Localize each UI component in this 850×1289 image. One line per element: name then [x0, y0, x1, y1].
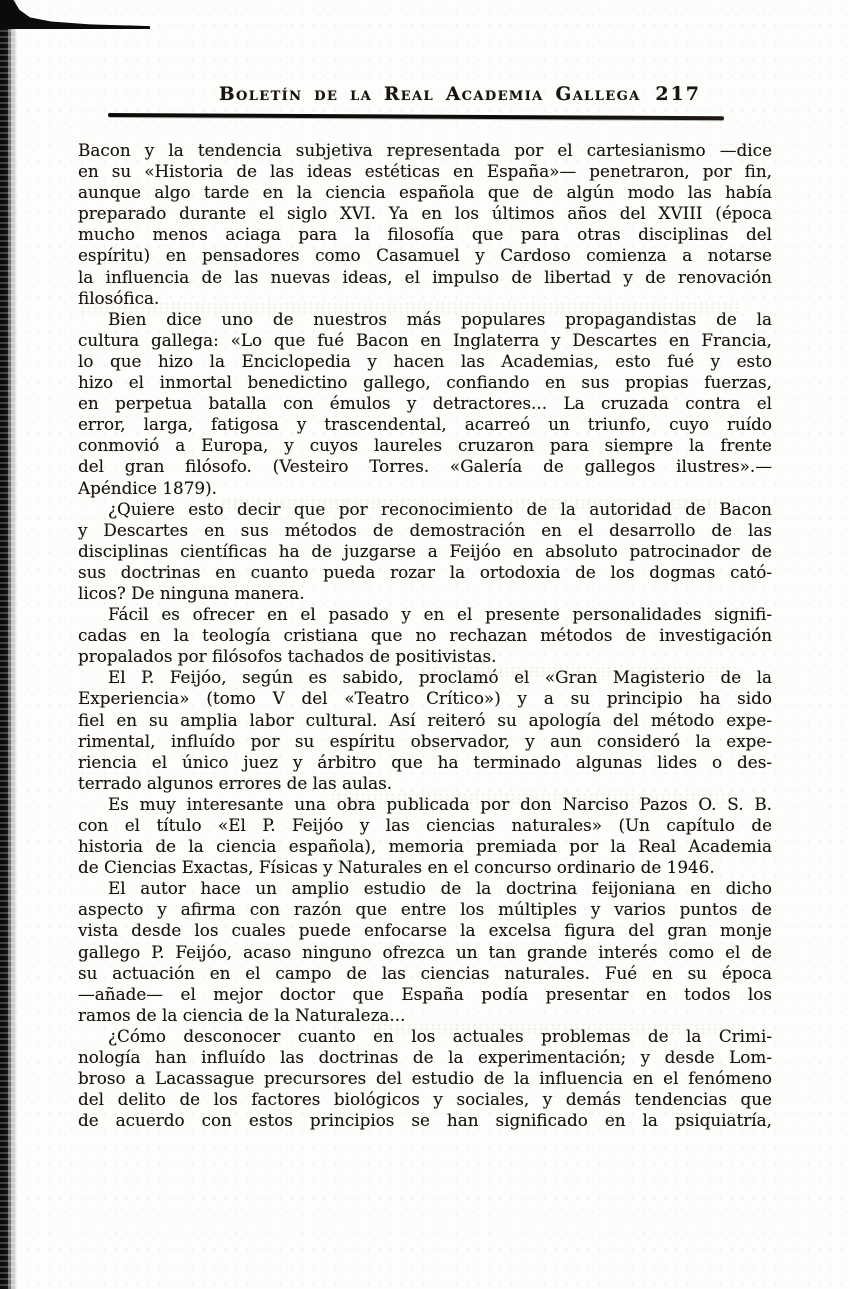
text-line: rimental, influído por su espíritu observador, y aun consideró la expe- — [78, 730, 772, 751]
text-line: fiel en su amplia labor cultural. Así reiteró su apología del método expe- — [78, 709, 772, 730]
page-header — [219, 83, 701, 105]
text-line: Bacon y la tendencia subjetiva representada por el cartesianismo —dice — [78, 140, 772, 160]
scan-corner-artifact — [0, 0, 150, 29]
text-line: terrado algunos errores de las aulas. — [78, 772, 393, 793]
paragraph — [78, 499, 772, 604]
page-number: 217 — [655, 83, 701, 105]
text-line: lo que hizo la Enciclopedia y hacen las Academias, esto fué y esto — [78, 350, 772, 371]
text-line: licos? De ninguna manera. — [78, 582, 305, 603]
text-line: Fácil es ofrecer en el pasado y en el presente personalidades signifi- — [108, 604, 772, 625]
text-line: ramos de la ciencia de la Naturaleza... — [78, 1004, 406, 1025]
paragraph — [78, 140, 772, 309]
text-line: en su «Historia de las ideas estéticas en España»— penetraron, por fin, — [78, 161, 772, 182]
bleedthrough-smudge — [420, 666, 740, 678]
text-line: del gran filósofo. (Vesteiro Torres. «Galería de gallegos ilustres».— — [78, 456, 772, 477]
text-line: hizo el inmortal benedictino gallego, confiando en sus propias fuerzas, — [78, 372, 772, 393]
text-line: propalados por filósofos tachados de positivistas. — [78, 646, 497, 667]
text-line: Apéndice 1879). — [78, 477, 217, 498]
paragraph — [78, 1026, 772, 1131]
text-line: mucho menos aciaga para la filosofía que para otras disciplinas del — [78, 224, 772, 245]
text-line: nología han influído las doctrinas de la experimentación; y desde Lom- — [78, 1047, 772, 1068]
text-line: gallego P. Feijóo, acaso ninguno ofrezca un tan grande interés como el de — [78, 941, 772, 962]
journal-title: Boletín de la Real Academia Gallega — [219, 84, 641, 105]
text-line: aspecto y afirma con razón que entre los múltiples y varios puntos de — [78, 899, 772, 920]
text-line: del delito de los factores biológicos y sociales, y demás tendencias que — [78, 1089, 772, 1110]
text-line: con el título «El P. Feijóo y las ciencias naturales» (Un capítulo de — [78, 815, 772, 835]
text-line: ¿Cómo desconocer cuanto en los actuales problemas de la Crimi- — [108, 1025, 772, 1046]
bleedthrough-smudge — [330, 793, 740, 805]
text-line: riencia el único juez y árbitro que ha terminado algunas lides o des- — [78, 751, 772, 772]
bleedthrough-smudge — [80, 302, 740, 314]
text-line: preparado durante el siglo XVI. Ya en los últimos años del XVIII (época — [78, 203, 772, 224]
page-text — [78, 140, 772, 1131]
text-line: la influencia de las nuevas ideas, el impulso de libertad y de renovación — [78, 266, 772, 287]
paragraph — [78, 794, 772, 878]
text-line: sus doctrinas en cuanto pueda rozar la ortodoxia de los dogmas cató- — [78, 561, 772, 582]
bleedthrough-smudge — [220, 498, 740, 510]
bleedthrough-smudge — [370, 1023, 740, 1035]
text-line: vista desde los cuales puede enfocarse la excelsa figura del gran monje — [78, 920, 772, 941]
text-line: aunque algo tarde en la ciencia española que de algún modo las había — [78, 182, 772, 203]
paragraph — [78, 667, 772, 794]
text-line: error, larga, fatigosa y trascendental, acarreó un triunfo, cuyo ruído — [78, 414, 772, 435]
text-line: en perpetua batalla con émulos y detractores... La cruzada contra el — [78, 393, 772, 414]
scan-edge-artifact — [0, 0, 17, 1289]
text-line: Bien dice uno de nuestros más populares propagandistas de la — [108, 308, 772, 329]
header-rule — [108, 113, 724, 120]
text-line: historia de la ciencia española), memoria premiada por la Real Academia — [78, 836, 772, 857]
text-line: cadas en la teología cristiana que no rechazan métodos de investigación — [78, 625, 772, 646]
paragraph — [78, 878, 772, 1026]
text-line: El autor hace un amplio estudio de la doctrina feijoniana en dicho — [108, 878, 772, 899]
text-line: espíritu) en pensadores como Casamuel y Cardoso comienza a notarse — [78, 245, 772, 266]
text-line: ¿Quiere esto decir que por reconocimiento de la autoridad de Bacon — [108, 498, 772, 519]
text-line: y Descartes en sus métodos de demostración en el desarrollo de las — [78, 519, 772, 540]
text-line: Experiencia» (tomo V del «Teatro Crítico») y a su principio ha sido — [78, 688, 772, 709]
text-line: de acuerdo con estos principios se han significado en la psiquiatría, — [78, 1110, 772, 1131]
text-line: Es muy interesante una obra publicada por don Narciso Pazos O. S. B. — [108, 793, 772, 814]
paragraph — [78, 604, 772, 667]
text-line: —añade— el mejor doctor que España podía presentar en todos los — [78, 983, 772, 1004]
text-line: El P. Feijóo, según es sabido, proclamó el «Gran Magisterio de la — [108, 667, 772, 688]
text-line: de Ciencias Exactas, Físicas y Naturales en el concurso ordinario de 1946. — [78, 857, 715, 878]
text-line: cultura gallega: «Lo que fué Bacon en Inglaterra y Descartes en Francia, — [78, 329, 772, 350]
text-line: su actuación en el campo de las ciencias naturales. Fué en su época — [78, 962, 772, 983]
text-line: filosófica. — [78, 287, 160, 308]
text-line: broso a Lacassague precursores del estudio de la influencia en el fenómeno — [78, 1068, 772, 1089]
text-line: disciplinas científicas ha de juzgarse a Feijóo en absoluto patrocinador de — [78, 540, 772, 561]
paragraph — [78, 309, 772, 499]
text-line: conmovió a Europa, y cuyos laureles cruzaron para siempre la frente — [78, 435, 772, 456]
